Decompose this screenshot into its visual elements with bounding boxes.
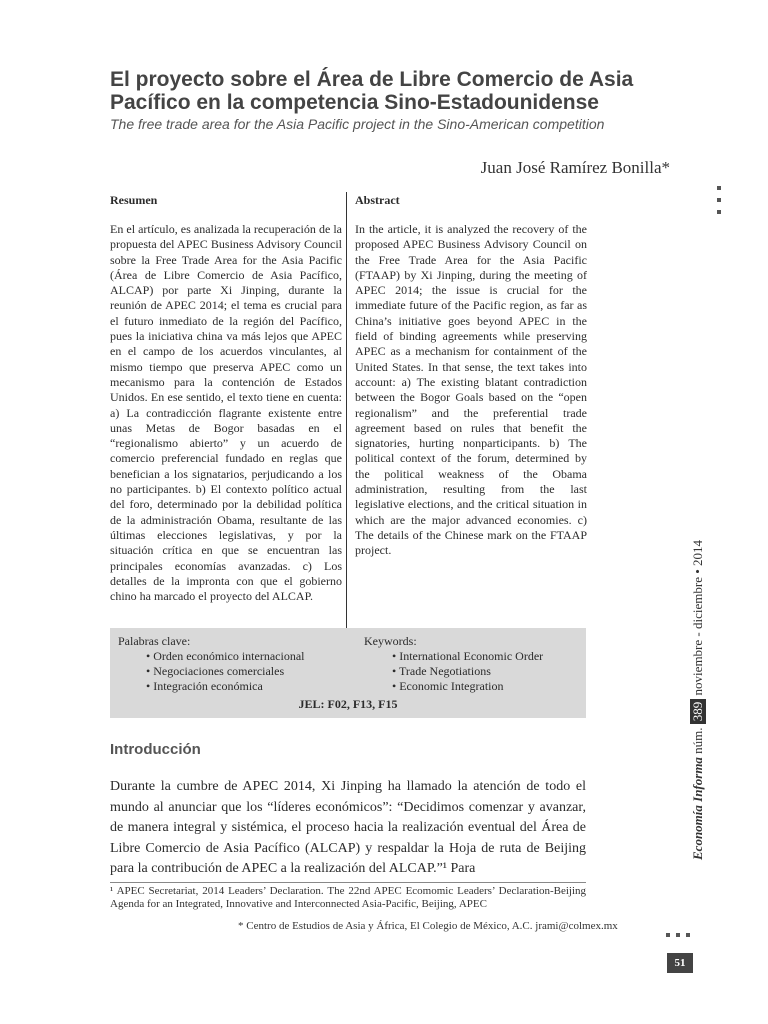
journal-name: Economía Informa: [690, 757, 705, 860]
article-title: El proyecto sobre el Área de Libre Comercio de Asia Pacífico en la competencia Sino-Estadounidense: [110, 68, 634, 114]
column-divider: [346, 192, 347, 660]
page-number: 51: [667, 953, 693, 973]
resumen-heading: Resumen: [110, 193, 158, 207]
jel-codes: JEL: F02, F13, F15: [298, 697, 398, 711]
author-affiliation: * Centro de Estudios de Asia y África, El Colegio de México, A.C. jrami@colmex.mx: [238, 920, 618, 932]
journal-date: noviembre - diciembre • 2014: [690, 539, 705, 696]
abstract-text: In the article, it is analyzed the recovery of the proposed APEC Business Advisory Council on the Free Trade Area for the Asia Pacific (FTAAP) by Xi Jinping, during the meeting of APEC 2014; the issue is crucial for the immediate future of the Pacific region, as far as China’s initiative goes beyond APEC in the field of binding agreements while preserving APEC as a mechanism for containment of the United States. In that sense, the text takes into account: a) The existing blatant contradiction between the Bogor Goals based on the “open regionalism” and the preferential trade agreement based on rules that benefit the signatories, hurting nonparticipants. b) The political context of the forum, determined by the political weakness of the Obama administration, resulting from the last legislative elections, and the critical situation in which are the major advanced economies. c) The details of the Chinese mark on the FTAAP project.: [355, 222, 587, 558]
abstract-heading: Abstract: [355, 193, 400, 207]
journal-issue-number: 389: [690, 699, 706, 725]
keyword-es-item: • Negociaciones comerciales: [146, 664, 348, 679]
keyword-en-item: • Trade Negotiations: [392, 664, 584, 679]
resumen-text: En el artículo, es analizada la recuperación de la propuesta del APEC Business Advisory Council sobre la Free Trade Area for the Asia Pacific (Área de Libre Comercio de Asia Pacífico, ALCAP) por parte Xi Jinping, durante la reunión de APEC 2014; el tema es crucial para el futuro inmediato de la región del Pacífico, pues la iniciativa china va más lejos que APEC en el campo de los acuerdos vinculantes, al mismo tiempo que preserva APEC como un mecanismo para la contención de Estados Unidos. En ese sentido, el texto tiene en cuenta: a) La contradicción flagrante existente entre unas Metas de Bogor basadas en el “regionalismo abierto” y un acuerdo de comercio preferencial fundado en reglas que benefician a los signatarios, perjudicando a los no participantes. b) El contexto político actual del foro, determinado por la debilidad política de la administración Obama, resultante de las últimas elecciones legislativas, y por la situación crítica en que se encuentran las principales economías avanzadas. c) Los detalles de la impronta con que el gobierno chino ha marcado el proyecto del ALCAP.: [110, 222, 342, 604]
article-subtitle: The free trade area for the Asia Pacific project in the Sino-American competition: [110, 116, 605, 132]
keyword-en-item: • International Economic Order: [392, 649, 584, 664]
intro-paragraph: Durante la cumbre de APEC 2014, Xi Jinping ha llamado la atención de todo el mundo al anunciar que los “líderes económicos”: “Decidimos comenzar y avanzar, de manera integral y sistémica, el proceso hacia la realización eventual del Área de Libre Comercio de Asia Pacífico (ALCAP) y respaldar la Hoja de ruta de Beijing para la contribución de APEC a la realización del ALCAP.”¹ Para: [110, 779, 586, 876]
keywords-en-heading: Keywords:: [364, 634, 417, 648]
footnote: ¹ APEC Secretariat, 2014 Leaders’ Declaration. The 22nd APEC Ecomomic Leaders’ Declaration-Beijing Agenda for an Integrated, Innovative and Interconnected Asia-Pacific, Beijing, APEC: [110, 882, 586, 911]
keywords-es-heading: Palabras clave:: [118, 634, 191, 648]
decorative-dots-vertical: [717, 186, 722, 222]
keyword-en-item: • Economic Integration: [392, 679, 584, 694]
intro-heading: Introducción: [110, 741, 201, 758]
journal-running-head: [690, 530, 708, 860]
decorative-dots-horizontal: [666, 924, 696, 942]
author-name: Juan José Ramírez Bonilla*: [480, 158, 670, 177]
keyword-es-item: • Integración económica: [146, 679, 348, 694]
keyword-es-item: • Orden económico internacional: [146, 649, 348, 664]
keywords-es: [118, 634, 348, 694]
journal-num-label: núm.: [690, 727, 705, 754]
keywords-en: [364, 634, 584, 694]
